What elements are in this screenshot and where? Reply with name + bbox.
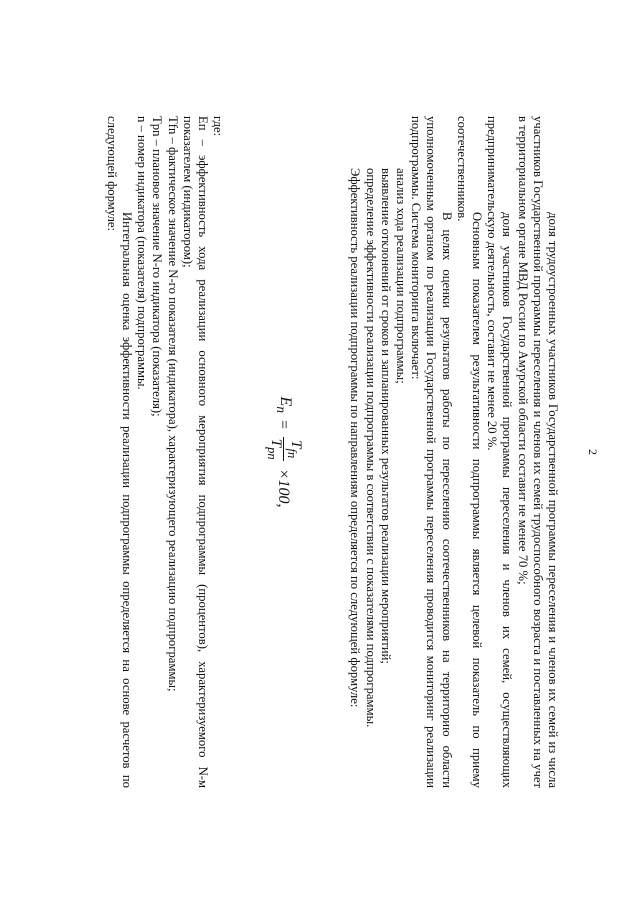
formula-legend: [104, 116, 226, 788]
page-number: 2: [586, 449, 600, 455]
paragraph-main-indicator: Основным показателем результативности подпрограммы является целевой показатель по приему соотечественников.: [454, 116, 484, 788]
where-label: где:: [211, 116, 226, 137]
legend-item: Eп – эффективность хода реализации основного мероприятия подпрограммы (процентов), характеризуемого N-м показателем (индикатором);: [180, 116, 210, 788]
formula-fraction: [264, 436, 303, 463]
formula-lhs: $E_n$: [273, 396, 295, 413]
paragraph-entrepreneur-share: доля участников Государственной программы переселения и членов их семей, осуществляющих предпринимательскую деятельность, составит не менее 20 %.: [485, 116, 515, 788]
formula-multiplier: ×100,: [275, 468, 293, 508]
body-text: [104, 116, 560, 788]
formula-numerator: $T_{fn}$: [283, 437, 303, 461]
legend-item: n – номер индикатора (показателя) подпрограммы.: [135, 116, 150, 390]
efficiency-intro: Эффективность реализации подпрограммы по направлениям определяется по следующей формуле:: [348, 168, 363, 708]
efficiency-formula: [259, 116, 303, 788]
paragraph-employed-share: доля трудоустроенных участников Государственной программы переселения и членов их семей из числа участников Государственной программы переселения и членов их семей трудоспособного возраста и поставленных на учет в территориальном органе МВД России по Амурской области составит не менее 70 %;: [515, 116, 560, 788]
legend-item: Tpn – плановое значение N-го индикатора (показателя);: [150, 116, 165, 417]
monitoring-item: выявление отклонений от сроков и запланированных результатов реализации мероприятий;: [378, 168, 393, 664]
legend-item: Tfn – фактическое значение N-го показателя (индикатора), характеризующего реализацию подпрограммы;: [165, 116, 180, 692]
formula-equals: =: [275, 419, 293, 430]
formula-denominator: $T_{pn}$: [264, 438, 284, 460]
monitoring-item: анализ хода реализации подпрограммы;: [393, 168, 408, 384]
paragraph-monitoring: В целях оценки результатов работы по переселению соотечественников на территорию области уполномоченным органом по реализации Государственной программы переселения проводится мониторинг реализации подпрограммы. Система мониторинга включает:: [409, 116, 454, 788]
paragraph-integral-assessment: Интегральная оценка эффективности реализации подпрограммы определяется на основе расчетов по следующей формуле:: [104, 116, 134, 788]
rotated-text-sheet: [40, 102, 600, 802]
monitoring-item: определение эффективности реализации подпрограммы в соответствии с показателями подпрограммы.: [363, 168, 378, 728]
